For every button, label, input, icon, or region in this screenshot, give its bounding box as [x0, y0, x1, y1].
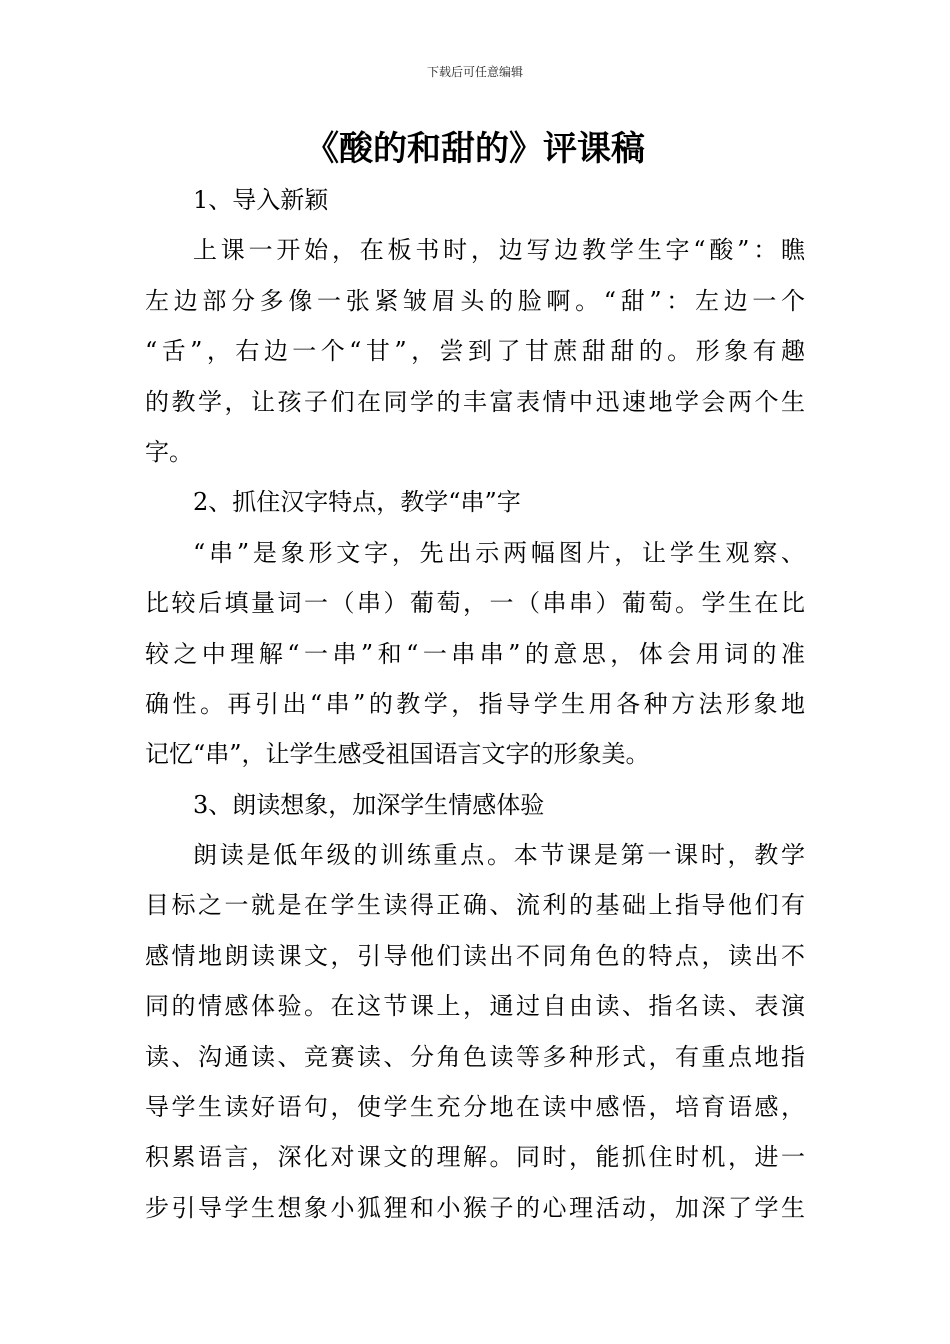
- section-heading-1: 1、导入新颖: [193, 186, 329, 214]
- paragraph-line: 步引导学生想象小狐狸和小猴子的心理活动，加深了学生: [145, 1193, 805, 1222]
- paragraph-line: 比较后填量词一（串）葡萄，一（串串）葡萄。学生在比: [145, 589, 805, 618]
- paragraph-line: 读、沟通读、竞赛读、分角色读等多种形式，有重点地指: [145, 1042, 805, 1071]
- section-heading-2: 2、抓住汉字特点，教学“串”字: [193, 488, 521, 517]
- header-note: 下载后可任意编辑: [426, 65, 523, 79]
- paragraph-line: 左边部分多像一张紧皱眉头的脸啊。“甜”：左边一个: [145, 286, 805, 315]
- paragraph-line: 同的情感体验。在这节课上，通过自由读、指名读、表演: [145, 992, 805, 1021]
- paragraph-line: “串”是象形文字，先出示两幅图片，让学生观察、: [193, 538, 805, 567]
- paragraph-line: 的教学，让孩子们在同学的丰富表情中迅速地学会两个生: [145, 387, 805, 416]
- paragraph-line: 感情地朗读课文，引导他们读出不同角色的特点，读出不: [145, 941, 805, 970]
- paragraph-line: 较之中理解“一串”和“一串串”的意思，体会用词的准: [145, 639, 805, 668]
- section-heading-3: 3、朗读想象，加深学生情感体验: [193, 790, 545, 819]
- paragraph-line: 导学生读好语句，使学生充分地在读中感悟，培育语感，: [145, 1093, 805, 1122]
- paragraph-line: 字。: [145, 437, 193, 466]
- paragraph-line: 朗读是低年级的训练重点。本节课是第一课时，教学: [193, 841, 805, 870]
- paragraph-line: “舌”，右边一个“甘”，尝到了甘蔗甜甜的。形象有趣: [145, 337, 805, 366]
- paragraph-line: 目标之一就是在学生读得正确、流利的基础上指导他们有: [145, 891, 805, 920]
- paragraph-line: 记忆“串”，让学生感受祖国语言文字的形象美。: [145, 740, 650, 769]
- paragraph-line: 确性。再引出“串”的教学，指导学生用各种方法形象地: [145, 689, 805, 718]
- paragraph-line: 上课一开始，在板书时，边写边教学生字“酸”：瞧: [193, 236, 805, 265]
- document-title: 《酸的和甜的》评课稿: [305, 129, 645, 169]
- paragraph-line: 积累语言，深化对课文的理解。同时，能抓住时机，进一: [145, 1143, 805, 1172]
- document-body: [145, 175, 805, 1233]
